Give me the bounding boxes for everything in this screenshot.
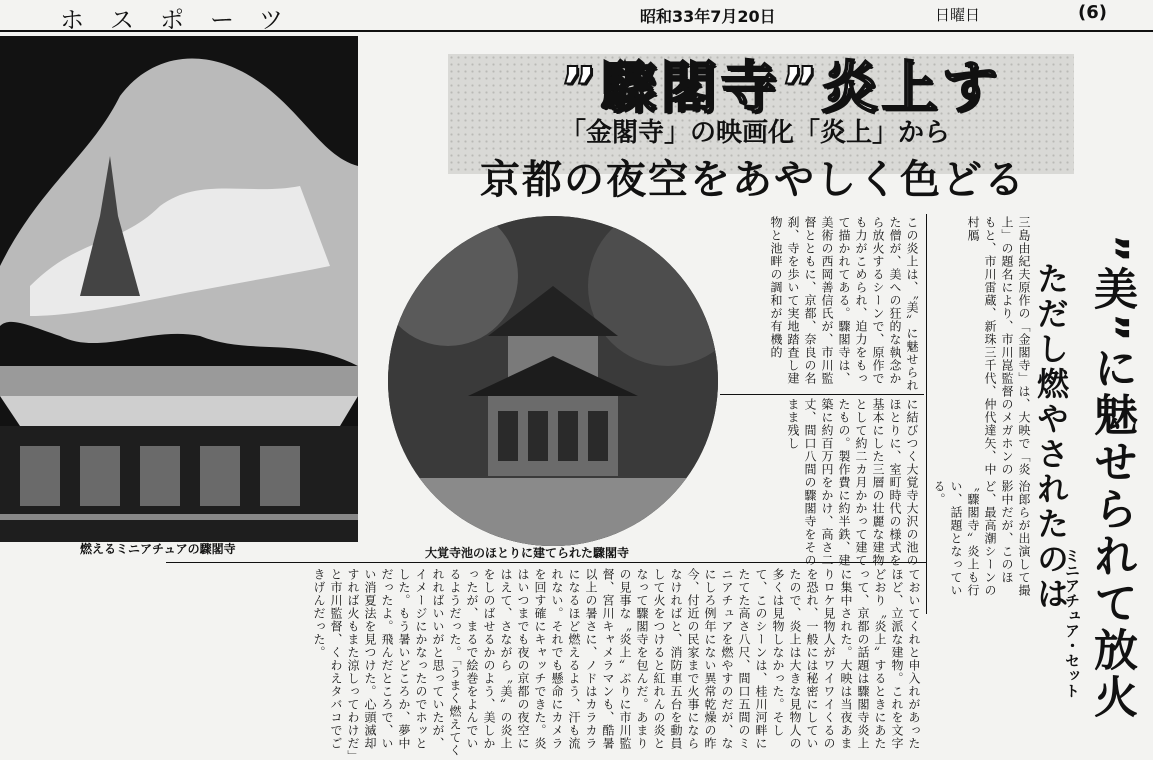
temple-pond-image <box>388 216 718 546</box>
headline-subtitle: 「金閣寺」の映画化「炎上」から <box>560 118 951 148</box>
burning-miniature-image <box>0 36 358 542</box>
article-body-column: この炎上は、〝美〟に魅せられた僧が、美への狂的な執念から放火するシーンで、原作でも力がこめられ、迫力をもって描かれてある。驟閣寺は、美術の西岡善信氏が、市川監督とともに、京都、奈良の名刹、寺を歩いて実地踏査し建物と池畔の調和が有機的 <box>769 216 919 392</box>
side-headline: ”美”に魅せられて放火 <box>1086 234 1137 721</box>
temple-pond-photo <box>388 216 718 546</box>
article-body-column: に結びつく大覚寺大沢の池のほとりに、室町時代の様式を基本にした三層の壮麗な建物として約二カ月かかって建てたもの。製作費に約半鉄、建築に約百万円をかけ、高さ二丈、間口八間の驟閣寺をそのまま残し <box>786 398 919 567</box>
article-lead-column: 三島由紀夫原作の「金閣寺」は、大映で「炎上」の題名により、市川崑監督のメガホンのもと、市川雷蔵、新珠三千代、仲代達矢、中村鴈 <box>966 216 1031 476</box>
issue-weekday: 日曜日 <box>935 6 981 24</box>
circle-photo-caption: 大覚寺池のほとりに建てられた驟閣寺 <box>425 546 630 560</box>
article-body-bottom: ておいてくれと申入れがあったほど、立派な建物。これを文字どおり〝炎上〟するときにあたって、京都の話題は驟閣寺炎上に集中された。大映は当夜あまりロケ見物人がワイワイくるのを恐れ、一般には秘密にしていたので、炎上は大きな見物人の多くは見物しなかった。そして、このシーンは、桂川河畔にたてた高さ八尺、間口五間のミニアチュアを燃やすのだが、なにしろ例年にない異常乾燥の昨今、付近の民家まで火事にならなければと、消防車五台を動員して火をつけると紅れんの炎となって驟閣寺を包んだ。あまりの見事な〝炎上〟ぶりに市川監督、宮川キャメラマンも、酷暑以上の暑さに、ノドはカラカラになるほど燃えるよう、汗も流れない。それでも懸命にカメラを回す確にキャッチできた。炎はいつまでも夜の京都の夜空にはえて、さながら〝美〟の炎上をしのばせるかのよう、美しかったが、まるで絵巻をよんでいるようだった。「うまく燃えてくれればいいがと思っていたが、イメージにかなったのでホッとした。もう暑いどころか、夢中だったよ。飛んだところで、いい消夏法を見つけた。心頭滅却すれば火もまた涼しってわけだ」と市川監督、くわえタバコでごきげんだった。 <box>312 568 921 757</box>
headline-deck: 京都の夜空をあやしく色どる <box>480 157 1026 203</box>
side-small-headline: ミニアチュア・セット <box>1063 548 1081 698</box>
issue-date: 昭和33年7月20日 <box>640 7 776 26</box>
masthead <box>0 0 1153 32</box>
page-number: (6) <box>1078 2 1107 23</box>
side-subheadline: ただし燃やされたのは <box>1032 262 1070 612</box>
article-lead-column: 治郎らが出演して撮影中だが、このほど、最高潮シーンの〝驟閣寺〟炎上も行い、話題となっている。 <box>932 480 1031 597</box>
burning-miniature-photo <box>0 36 358 542</box>
column-rule <box>926 214 927 614</box>
left-photo-caption: 燃えるミニアチュアの驟閣寺 <box>80 542 236 556</box>
main-headline: ”驟閣寺”炎上す <box>560 56 1002 121</box>
paper-name: ホスポーツ <box>60 6 310 34</box>
section-rule <box>720 394 924 395</box>
